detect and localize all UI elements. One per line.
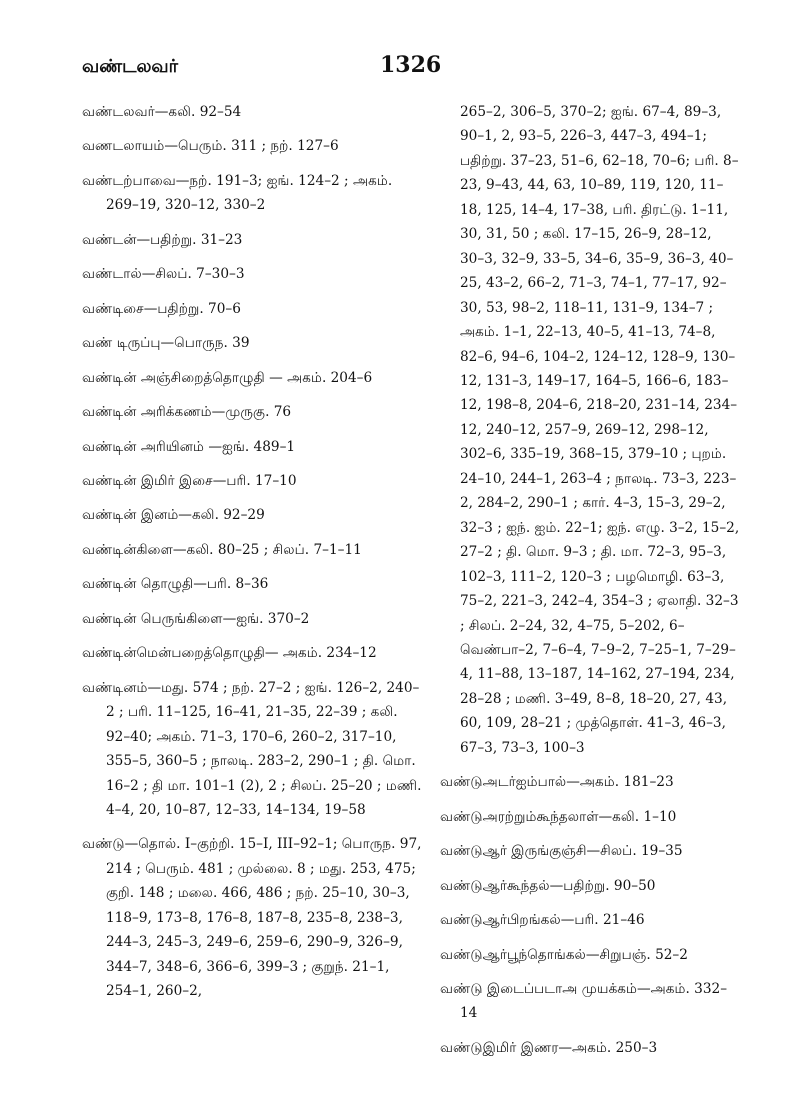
index-entry: வண்டற்பாவை—நற். 191–3; ஐங். 124–2 ; அகம். 269–19, 320–12, 330–2 xyxy=(82,172,393,214)
index-entry: வண்டுஇமிர் இணர—அகம். 250–3 xyxy=(440,1039,658,1056)
page-number: 1326 xyxy=(380,52,442,78)
index-entry-continued: 265–2, 306–5, 370–2; ஐங். 67–4, 89–3, 90–1, 2, 93–5, 226–3, 447–3, 494–1; பதிற்று. 37–23, 51–6, 62–18, 70–6; பரி. 8–23, 9–43, 44, 63, 10–89, 119, 120, 11–18, 125, 14–4, 17–38, பரி. திரட்டு. 1–11, 30, 31, 50 ; கலி. 17–15, 26–9, 28–12, 30–3, 32–9, 33–5, 34–6, 35–9, 36–3, 40–25, 43–2, 66–2, 71–3, 74–1, 77–17, 92–30, 53, 98–2, 118–11, 131–9, 134–7 ; அகம். 1–1, 22–13, 40–5, 41–13, 74–8, 82–6, 94–6, 104–2, 124–12, 128–9, 130–12, 131–3, 149–17, 164–5, 166–6, 183–12, 198–8, 204–6, 218–20, 231–14, 234–12, 240–12, 257–9, 269–12, 298–12, 302–6, 335–19, 368–15, 379–10 ; புறம். 24–10, 244–1, 263–4 ; நாலடி. 73–3, 223–2, 284–2, 290–1 ; கார். 4–3, 15–3, 29–2, 32–3 ; ஐந். ஐம். 22–1; ஐந். எழு. 3–2, 15–2, 27–2 ; தி. மொ. 9–3 ; தி. மா. 72–3, 95–3, 102–3, 111–2, 120–3 ; பழமொழி. 63–3, 75–2, 221–3, 242–4, 354–3 ; ஏலாதி. 32–3 ; சிலப். 2–24, 32, 4–75, 5–202, 6–வெண்பா–2, 7–6–4, 7–9–2, 7–25–1, 7–29–4, 11–88, 13–187, 14–162, 27–194, 234, 28–28 ; மணி. 3–49, 8–8, 18–20, 27, 43, 60, 109, 28–21 ; முத்தொள். 41–3, 46–3, 67–3, 73–3, 100–3 xyxy=(460,104,740,756)
index-entry: வண்டின்மென்பறைத்தொழுதி— அகம். 234–12 xyxy=(82,645,377,662)
right-column xyxy=(440,100,740,1070)
index-entry: வண்டிசை—பதிற்று. 70–6 xyxy=(82,300,241,317)
running-head: வண்டலவர் xyxy=(82,56,179,77)
index-entry: வண்டு இடைப்படாஅ முயக்கம்—அகம். 332–14 xyxy=(440,980,728,1022)
index-entry: வணடலாயம்—பெரும். 311 ; நற். 127–6 xyxy=(82,138,339,155)
index-entry: வண்டினம்—மது. 574 ; நற். 27–2 ; ஐங். 126–2, 240–2 ; பரி. 11–125, 16–41, 21–35, 22–39 ; கலி. 92–40; அகம். 71–3, 170–6, 260–2, 317–10, 355–5, 360–5 ; நாலடி. 283–2, 290–1 ; தி. மொ. 16–2 ; தி மா. 101–1 (2), 2 ; சிலப். 25–20 ; மணி. 4–4, 20, 10–87, 12–33, 14–134, 19–58 xyxy=(82,679,422,818)
index-entry: வண்டின் அஞ்சிறைத்தொழுதி — அகம். 204–6 xyxy=(82,369,373,386)
index-entry: வண்டு—தொல். I–குற்றி. 15–I, III–92–1; பொருந. 97, 214 ; பெரும். 481 ; முல்லை. 8 ; மது. 253, 475; குறி. 148 ; மலை. 466, 486 ; நற். 25–10, 30–3, 118–9, 173–8, 176–8, 187–8, 235–8, 238–3, 244–3, 245–3, 249–6, 259–6, 290–9, 326–9, 344–7, 348–6, 366–6, 399–3 ; குறுந். 21–1, 254–1, 260–2, xyxy=(82,836,422,1000)
index-entry: வண்டுஆர்பூந்தொங்கல்—சிறுபஞ். 52–2 xyxy=(440,946,688,963)
index-entry: வண்டின்கிளை—கலி. 80–25 ; சிலப். 7–1–11 xyxy=(82,541,362,558)
index-entry: வண்டின் அரிக்கணம்—முருகு. 76 xyxy=(82,404,292,421)
index-entry: வண்டன்—பதிற்று. 31–23 xyxy=(82,231,243,248)
index-entry: வண்டின் தொழுதி—பரி. 8–36 xyxy=(82,576,269,593)
index-entry: வண்டால்—சிலப். 7–30–3 xyxy=(82,266,245,283)
index-entry: வண்டின் இனம்—கலி. 92–29 xyxy=(82,507,265,524)
index-entry: வண்டுஆர் இருங்குஞ்சி—சிலப். 19–35 xyxy=(440,843,683,860)
index-entry: வண்டுஅரற்றும்கூந்தலாள்—கலி. 1–10 xyxy=(440,808,677,825)
index-entry: வண்டின் பெருங்கிளை—ஐங். 370–2 xyxy=(82,610,310,627)
index-entry: வண்டுஅடர்ஐம்பால்—அகம். 181–23 xyxy=(440,774,674,791)
index-entry: வண்டுஆர்பிறங்கல்—பரி. 21–46 xyxy=(440,912,645,929)
left-column xyxy=(82,100,422,1014)
index-entry: வண்டின் அரியினம் —ஐங். 489–1 xyxy=(82,438,296,455)
index-entry: வண்டுஆர்கூந்தல்—பதிற்று. 90–50 xyxy=(440,877,656,894)
index-entry: வண்டின் இமிர் இசை—பரி. 17–10 xyxy=(82,472,297,489)
index-entry: வண் டிருப்பு—பொருந. 39 xyxy=(82,335,250,352)
index-entry: வண்டலவர்—கலி. 92–54 xyxy=(82,104,242,120)
